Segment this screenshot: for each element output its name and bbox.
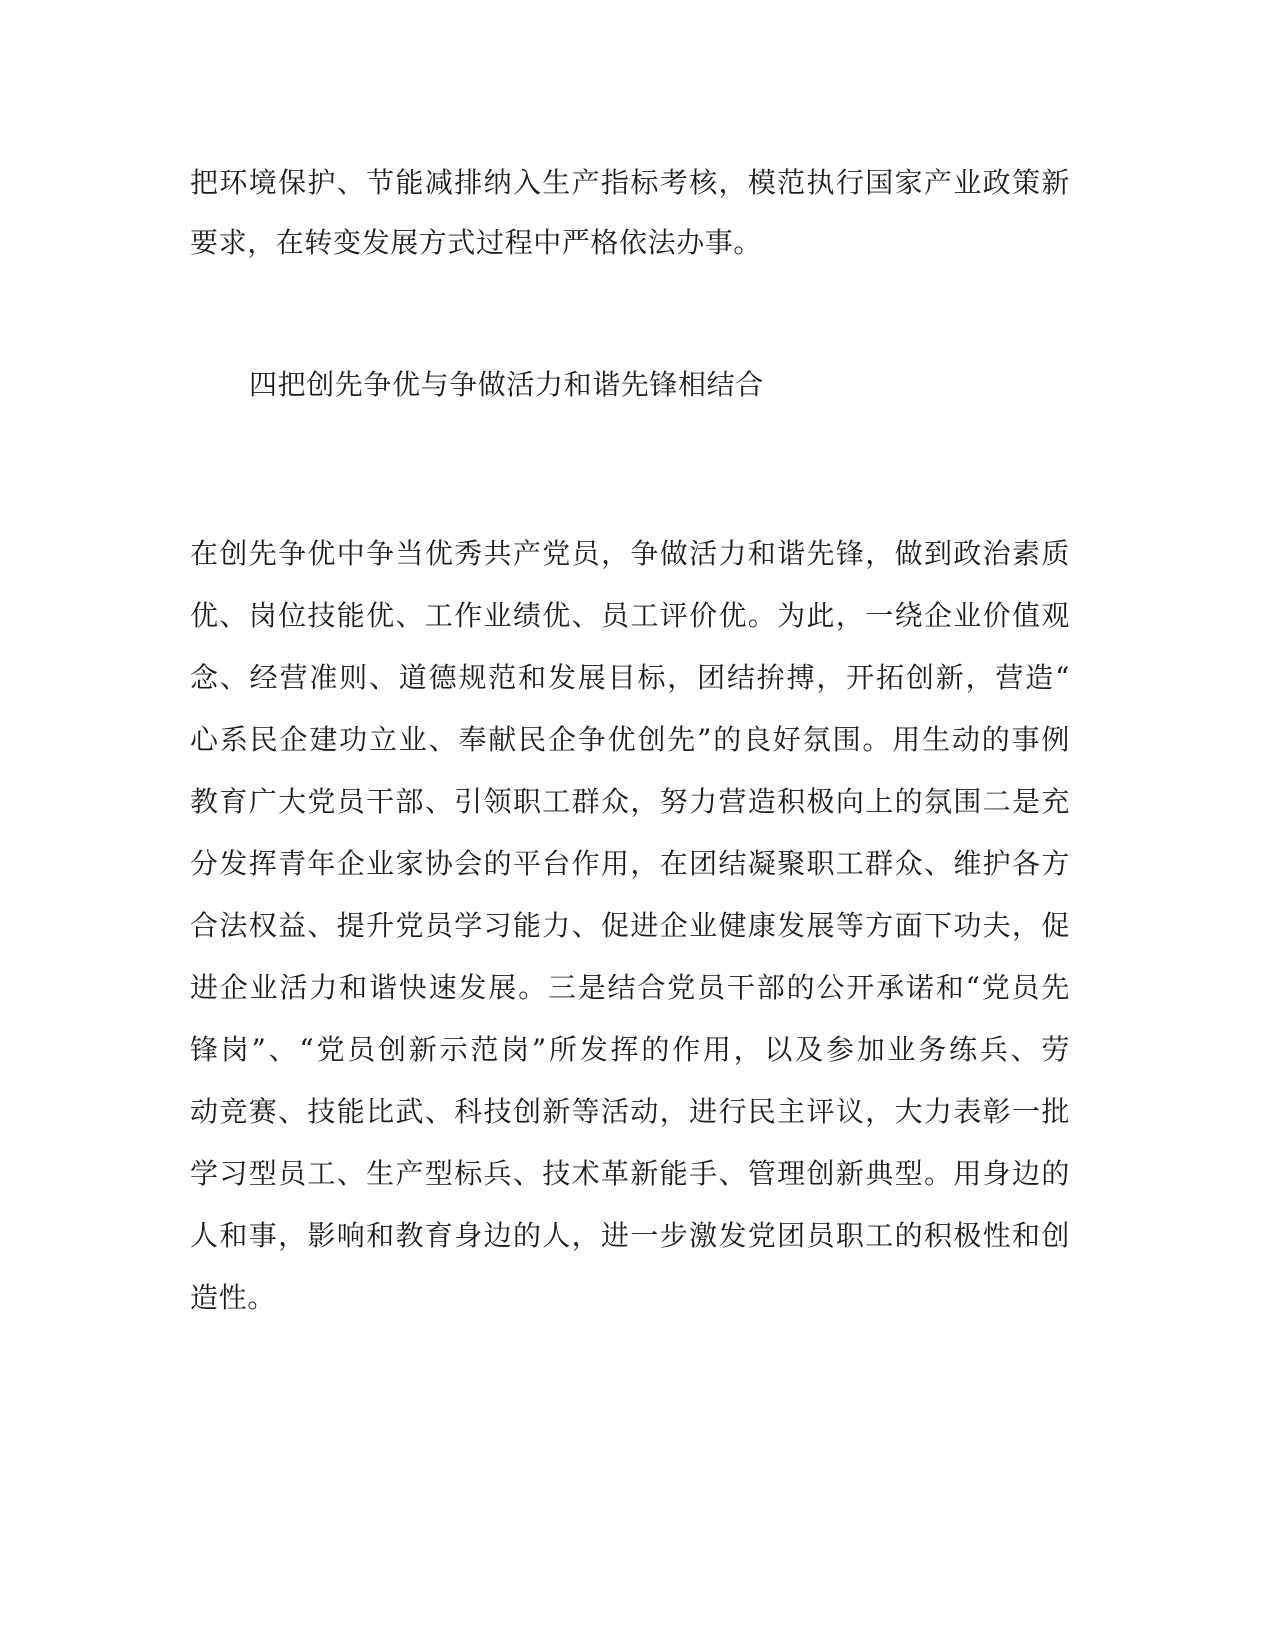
paragraph-2-line-10: 动竞赛、技能比武、科技创新等活动，进行民主评议，大力表彰一批: [190, 1095, 1070, 1128]
paragraph-2-line-1: 在创先争优中争当优秀共产党员，争做活力和谐先锋，做到政治素质: [190, 537, 1070, 570]
paragraph-2-line-11: 学习型员工、生产型标兵、技术革新能手、管理创新典型。用身边的: [190, 1157, 1070, 1190]
paragraph-2-line-2: 优、岗位技能优、工作业绩优、员工评价优。为此，一绕企业价值观: [190, 599, 1070, 632]
paragraph-1-line-1: 把环境保护、节能减排纳入生产指标考核，模范执行国家产业政策新: [190, 166, 1070, 199]
paragraph-2-line-4: 心系民企建功立业、奉献民企争优创先”的良好氛围。用生动的事例: [190, 723, 1070, 756]
paragraph-2-line-7: 合法权益、提升党员学习能力、促进企业健康发展等方面下功夫，促: [190, 909, 1070, 942]
paragraph-2-line-5: 教育广大党员干部、引领职工群众，努力营造积极向上的氛围二是充: [190, 785, 1070, 818]
paragraph-2-line-3: 念、经营准则、道德规范和发展目标，团结拚搏，开拓创新，营造“: [190, 661, 1070, 694]
paragraph-2-line-9: 锋岗”、“党员创新示范岗”所发挥的作用，以及参加业务练兵、劳: [190, 1033, 1070, 1066]
paragraph-2-line-13: 造性。: [190, 1281, 276, 1314]
section-heading: 四把创先争优与争做活力和谐先锋相结合: [249, 368, 764, 401]
paragraph-2-line-6: 分发挥青年企业家协会的平台作用，在团结凝聚职工群众、维护各方: [190, 847, 1070, 880]
paragraph-1-line-2: 要求，在转变发展方式过程中严格依法办事。: [190, 226, 763, 259]
paragraph-2-line-12: 人和事，影响和教育身边的人，进一步激发党团员职工的积极性和创: [190, 1219, 1070, 1252]
paragraph-2-line-8: 进企业活力和谐快速发展。三是结合党员干部的公开承诺和“党员先: [190, 971, 1070, 1004]
